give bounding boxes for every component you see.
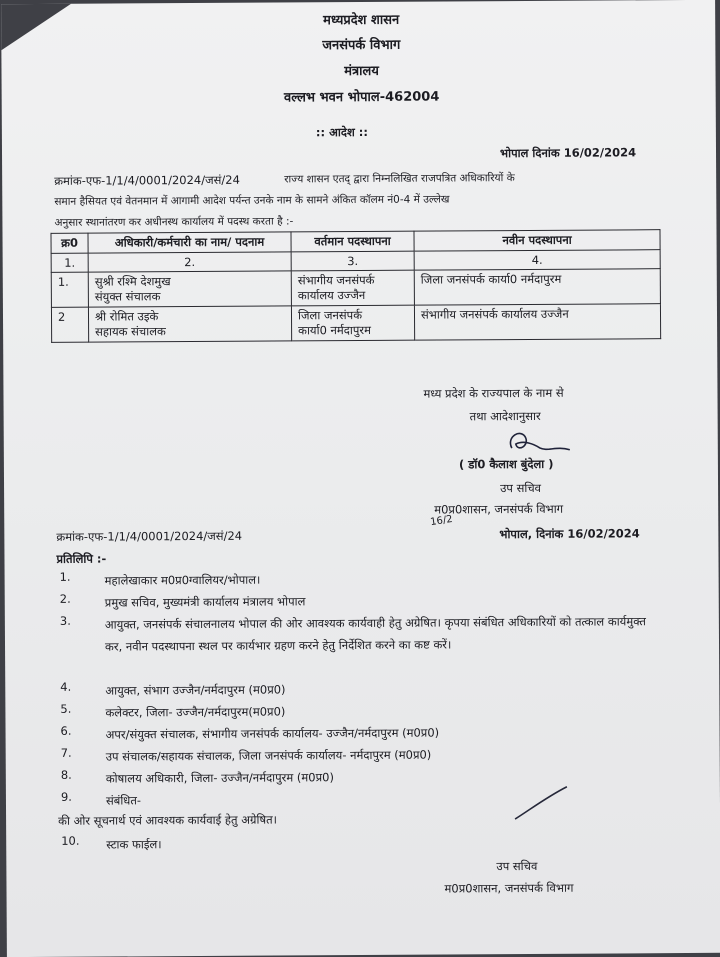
list-item-number: 9. [60,789,72,804]
copy-order-number: क्रमांक-एफ-1/1/4/0001/2024/जसं/24 [56,528,243,544]
list-item-number: 4. [60,679,72,694]
order-title: :: आदेश :: [315,124,369,140]
order-intro-1: राज्य शासन एतद् द्वारा निम्नलिखित राजपत्रित अधिकारियों के [284,172,515,186]
list-item-number: 3. [59,613,71,628]
list-item-text: आयुक्त, संभाग उज्जैन/नर्मदापुरम (म0प्र0) [105,682,286,698]
officer-name: सुश्री रश्मि देशमुख [94,274,171,289]
header-govt: मध्यप्रदेश शासन [323,12,400,29]
header-dept: जनसंपर्क विभाग [322,37,401,54]
governor-line-1: मध्य प्रदेश के राज्यपाल के नाम से [423,385,564,401]
row-new-posting: संभागीय जनसंपर्क कार्यालय उज्जैन [414,304,660,341]
signatory-name: ( डॉ0 कैलाश बुंदेला ) [458,456,554,472]
current-posting-line: संभागीय जनसंपर्क [297,272,375,288]
list-item-text: प्रमुख सचिव, मुख्यमंत्री कार्यालय मंत्रालय भोपाल [104,594,306,610]
officer-designation: संयुक्त संचालक [94,289,161,304]
list-item-number: 7. [60,745,72,760]
row-serial: 2 [51,307,88,342]
current-posting-line: जिला जनसंपर्क [297,307,363,323]
row-name-cell [88,306,291,342]
header-name: अधिकारी/कर्मचारी का नाम/ पदनाम [88,232,291,253]
copy-place-date: भोपाल, दिनांक 16/02/2024 [499,526,640,542]
header-new-posting: नवीन पदस्थापना [414,230,660,252]
footer-dept: म0प्र0शासन, जनसंपर्क विभाग [444,880,574,896]
signature-scribble [504,426,574,460]
item9-followup: की ओर सूचनार्थ एवं आवश्यक कार्यवाई हेतु अग्रेषित। [58,812,278,828]
row-current-cell [291,270,414,306]
current-posting-line: कार्यालय उज्जैन [297,287,366,303]
header-address: वल्लभ भवन भोपाल-462004 [283,89,440,106]
footer-designation: उप सचिव [496,858,538,874]
list-item-number: 2. [59,591,71,606]
col-number: 3. [291,251,414,271]
officer-designation: सहायक संचालक [95,324,166,339]
signatory-designation: उप सचिव [500,480,542,496]
col-number: 1. [51,253,88,272]
order-intro-2: समान हैसियत एवं वेतनमान में आगामी आदेश पर्यन्त उनके नाम के सामने अंकित कॉलम नं0-4 में उल्लेख [54,193,450,208]
col-number: 4. [414,250,660,271]
list-item-number: 8. [60,767,72,782]
document-page [1,0,720,957]
list-item-text: महालेखाकार म0प्र0ग्वालियर/भोपाल। [104,572,261,588]
list-item-text: कोषालय अधिकारी, जिला- उज्जैन/नर्मदापुरम (म0प्र0) [105,770,334,786]
transfer-table [50,229,661,343]
officer-name: श्री रोमित उइके [94,309,159,324]
copy-heading: प्रतिलिपि :- [56,551,107,566]
list-item-text: अपर/संयुक्त संचालक, संभागीय जनसंपर्क कार्यालय- उज्जैन/नर्मदापुरम (म0प्र0) [105,725,440,742]
header-current-posting: वर्तमान पदस्थापना [291,231,414,252]
order-intro-3: अनुसार स्थानांतरण कर अधीनस्थ कार्यालय में पदस्थ करता है :- [54,215,294,229]
table-row [51,304,660,343]
list-item-number: 1. [59,569,71,584]
list-item-number: 6. [60,723,72,738]
current-posting-line: कार्या0 नर्मदापुरम [298,322,372,338]
list-item-number: 5. [60,701,72,716]
row-name-cell [88,271,291,307]
pen-stroke [511,783,571,823]
governor-line-2: तथा आदेशानुसार [469,408,541,424]
row-serial: 1. [51,272,88,307]
page-corner-shadow [1,4,71,50]
row-current-cell [291,305,414,341]
order-place-date: भोपाल दिनांक 16/02/2024 [499,145,637,161]
order-number: क्रमांक-एफ-1/1/4/0001/2024/जसं/24 [54,172,240,188]
list-item-text: उप संचालक/सहायक संचालक, जिला जनसंपर्क कार्यालय- नर्मदापुरम (म0प्र0) [105,747,432,764]
header-ministry: मंत्रालय [344,63,379,80]
list-item-number: 10. [61,833,80,848]
list-item-text: कलेक्टर, जिला- उज्जैन/नर्मदापुरम(म0प्र0) [105,704,286,720]
header-serial: क्र0 [51,233,88,253]
list-item-text: संबंधित- [105,793,142,808]
table-row [51,269,660,308]
list-item-text: आयुक्त, जनसंपर्क संचालनालय भोपाल की ओर आवश्यक कार्यवाही हेतु अग्रेषित। कृपया संबंधित अधिकारियों को तत्काल कार्यमुक्त कर, नवीन पदस्थापना स्थल पर कार्यभार ग्रहण करने हेतु निर्देशित करने का कष्ट करें। [104,614,646,654]
signatory-dept: म0प्र0शासन, जनसंपर्क विभाग [434,501,564,517]
signatory-margin-note: 16/2 [429,513,454,529]
list-item-text: स्टाक फाईल। [106,837,162,852]
col-number: 2. [88,252,291,272]
row-new-posting: जिला जनसंपर्क कार्या0 नर्मदापुरम [414,269,660,306]
